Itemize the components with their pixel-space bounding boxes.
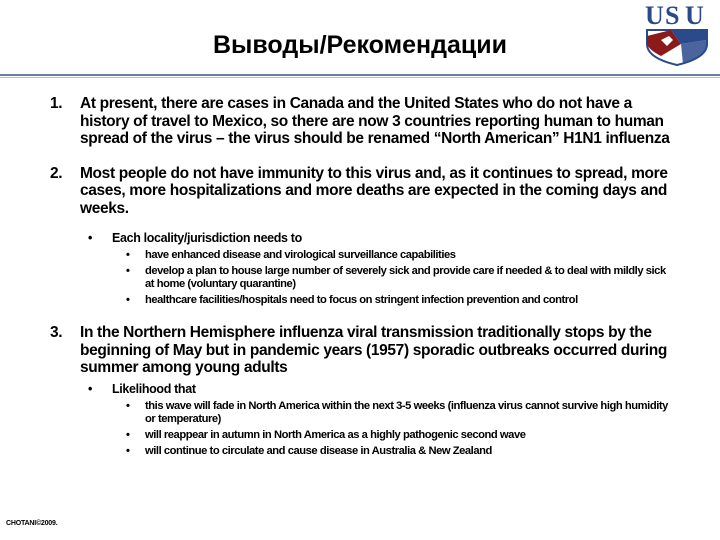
point-2-text: Most people do not have immunity to this virus and, as it continues to spread, more cases, more hospitalizations and more deaths are expected in the coming days and weeks. [80, 164, 668, 217]
bullet-icon: • [126, 399, 130, 412]
title-divider-thin [0, 77, 720, 78]
point-1-text: At present, there are cases in Canada and the United States who do not have a history of travel to Mexico, so there are now 3 countries reporting human to human spread of the virus – the virus should be renamed “North American” H1N1 influenza [80, 95, 670, 147]
point-3-item-2 [50, 429, 670, 442]
point-2-item-3 [50, 294, 670, 307]
bullet-icon: • [126, 444, 130, 457]
bullet-icon: • [88, 381, 93, 396]
point-2-subpoint [50, 231, 670, 246]
point-2-number: 2. [50, 164, 63, 182]
point-3-item-3-text: will continue to circulate and cause disease in Australia & New Zealand [145, 444, 492, 457]
point-1 [50, 95, 670, 148]
point-2-item-2 [50, 265, 670, 291]
point-2-subpoint-text: Each locality/jurisdiction needs to [112, 231, 302, 245]
bullet-icon: • [126, 428, 130, 441]
point-1-number: 1. [50, 95, 63, 112]
bullet-icon: • [88, 231, 93, 245]
svg-text:U: U [685, 1, 704, 30]
point-2-item-1 [50, 249, 670, 262]
slide-content [50, 95, 670, 458]
bullet-icon: • [126, 249, 130, 261]
point-3-number: 3. [50, 324, 63, 341]
slide-title: Выводы/Рекомендации [212, 31, 507, 59]
copyright-footer: CHOTANI©2009. [6, 520, 58, 527]
point-2-item-2-text: develop a plan to house large number of severely sick and provide care if needed & to deal with mildly sick at home (voluntary quarantine) [145, 265, 666, 290]
point-3 [50, 324, 670, 377]
point-3-item-2-text: will reappear in autumn in North America as a highly pathogenic second wave [145, 428, 526, 441]
point-3-item-3 [50, 445, 670, 458]
bullet-icon: • [126, 294, 130, 306]
svg-text:U: U [645, 1, 664, 30]
point-3-subpoint-text: Likelihood that [112, 381, 196, 396]
bullet-icon: • [126, 265, 130, 277]
point-3-subpoint [50, 382, 670, 397]
point-3-text: In the Northern Hemisphere influenza viral transmission traditionally stops by the beginning of May but in pandemic years (1957) sporadic outbreaks occurred during summer among young adults [80, 324, 667, 376]
point-2-item-1-text: have enhanced disease and virological surveillance capabilities [145, 249, 456, 261]
point-2 [50, 165, 670, 218]
point-2-item-3-text: healthcare facilities/hospitals need to focus on stringent infection prevention and control [145, 294, 578, 306]
title-divider [0, 74, 720, 76]
point-3-item-1 [50, 400, 670, 426]
svg-text:S: S [665, 1, 680, 30]
point-3-item-1-text: this wave will fade in North America within the next 3-5 weeks (influenza virus cannot survive high humidity or temperature) [145, 399, 668, 425]
